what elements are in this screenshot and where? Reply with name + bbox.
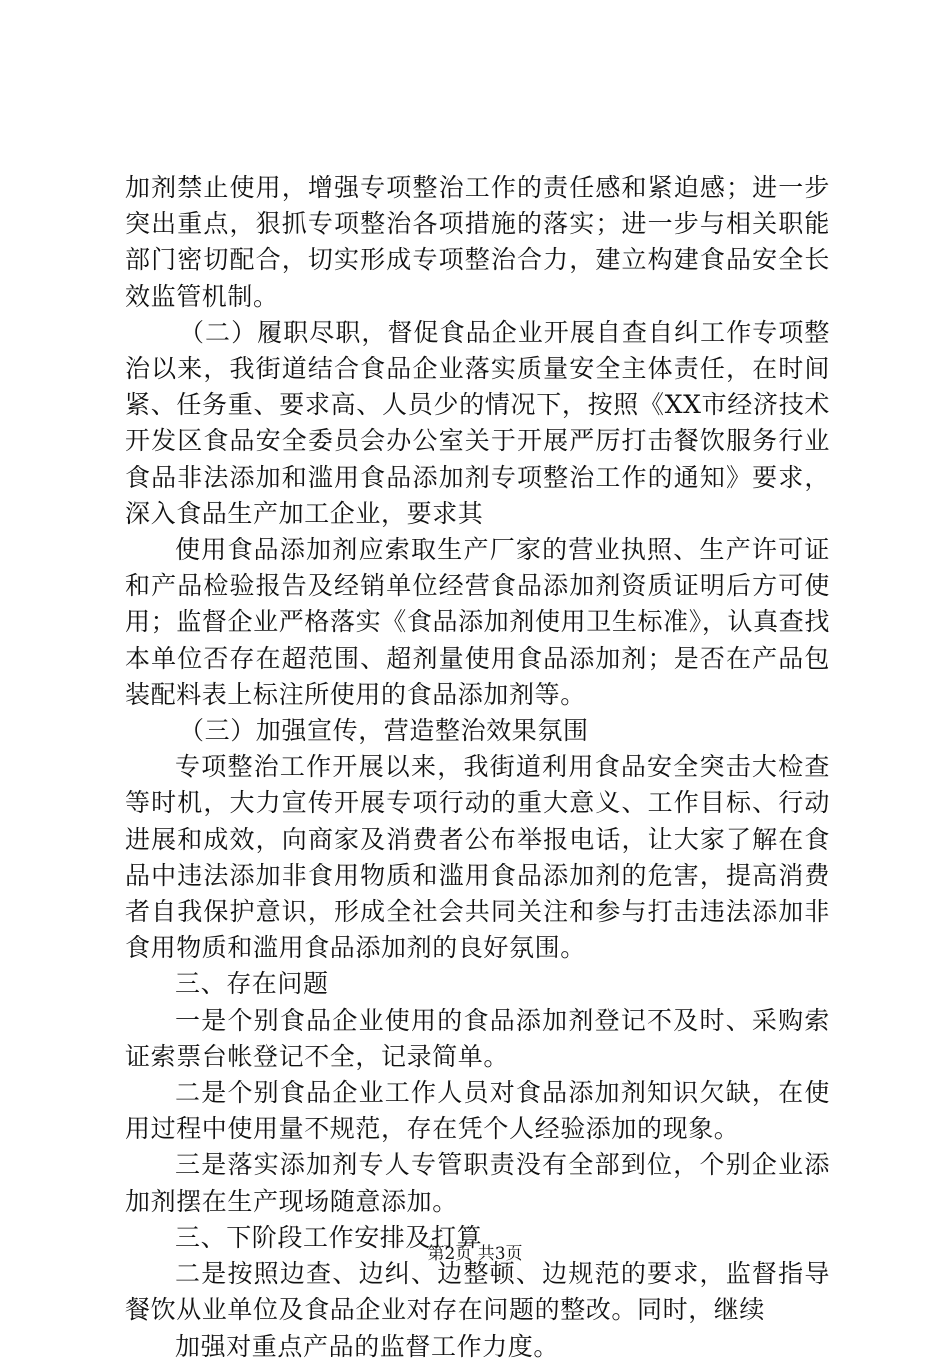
paragraph-2: （二）履职尽职，督促食品企业开展自查自纠工作专项整治以来，我街道结合食品企业落实质量安全主体责任，在时间紧、任务重、要求高、人员少的情况下，按照《XX市经济技术开发区食品安全委员会办公室关于开展严厉打击餐饮服务行业食品非法添加和滥用食品添加剂专项整治工作的通知》要求，深入食品生产加工企业，要求其	[125, 317, 830, 528]
paragraph-next-steps-1: 二是按照边查、边纠、边整顿、边规范的要求，监督指导餐饮从业单位及食品企业对存在问题的整改。同时，继续	[125, 1259, 830, 1325]
paragraph-problem-3: 三是落实添加剂专人专管职责没有全部到位，个别企业添加剂摆在生产现场随意添加。	[125, 1150, 830, 1216]
page-footer: 第2页 共3页	[427, 1244, 523, 1264]
paragraph-3: 使用食品添加剂应索取生产厂家的营业执照、生产许可证和产品检验报告及经销单位经营食品添加剂资质证明后方可使用；监督企业严格落实《食品添加剂使用卫生标准》，认真查找本单位否存在超范围、超剂量使用食品添加剂；是否在产品包装配料表上标注所使用的食品添加剂等。	[125, 535, 830, 709]
section-heading-next-steps: 三、下阶段工作安排及打算	[175, 1222, 483, 1252]
section-heading-3: （三）加强宣传，营造整治效果氛围	[179, 716, 589, 746]
paragraph-1: 加剂禁止使用，增强专项整治工作的责任感和紧迫感；进一步突出重点，狠抓专项整治各项措施的落实；进一步与相关职能部门密切配合，切实形成专项整治合力，建立构建食品安全长效监管机制。	[125, 173, 830, 311]
section-heading-problems: 三、存在问题	[175, 969, 329, 999]
paragraph-4: 专项整治工作开展以来，我街道利用食品安全突击大检查等时机，大力宣传开展专项行动的重大意义、工作目标、行动进展和成效，向商家及消费者公布举报电话，让大家了解在食品中违法添加非食用物质和滥用食品添加剂的危害，提高消费者自我保护意识，形成全社会共同关注和参与打击违法添加非食用物质和滥用食品添加剂的良好氛围。	[125, 752, 830, 963]
paragraph-problem-1: 一是个别食品企业使用的食品添加剂登记不及时、采购索证索票台帐登记不全，记录简单。	[125, 1005, 830, 1071]
paragraph-problem-2: 二是个别食品企业工作人员对食品添加剂知识欠缺，在使用过程中使用量不规范，存在凭个人经验添加的现象。	[125, 1078, 830, 1144]
document-body	[125, 170, 830, 1365]
paragraph-next-steps-2: 加强对重点产品的监督工作力度。	[175, 1331, 560, 1361]
